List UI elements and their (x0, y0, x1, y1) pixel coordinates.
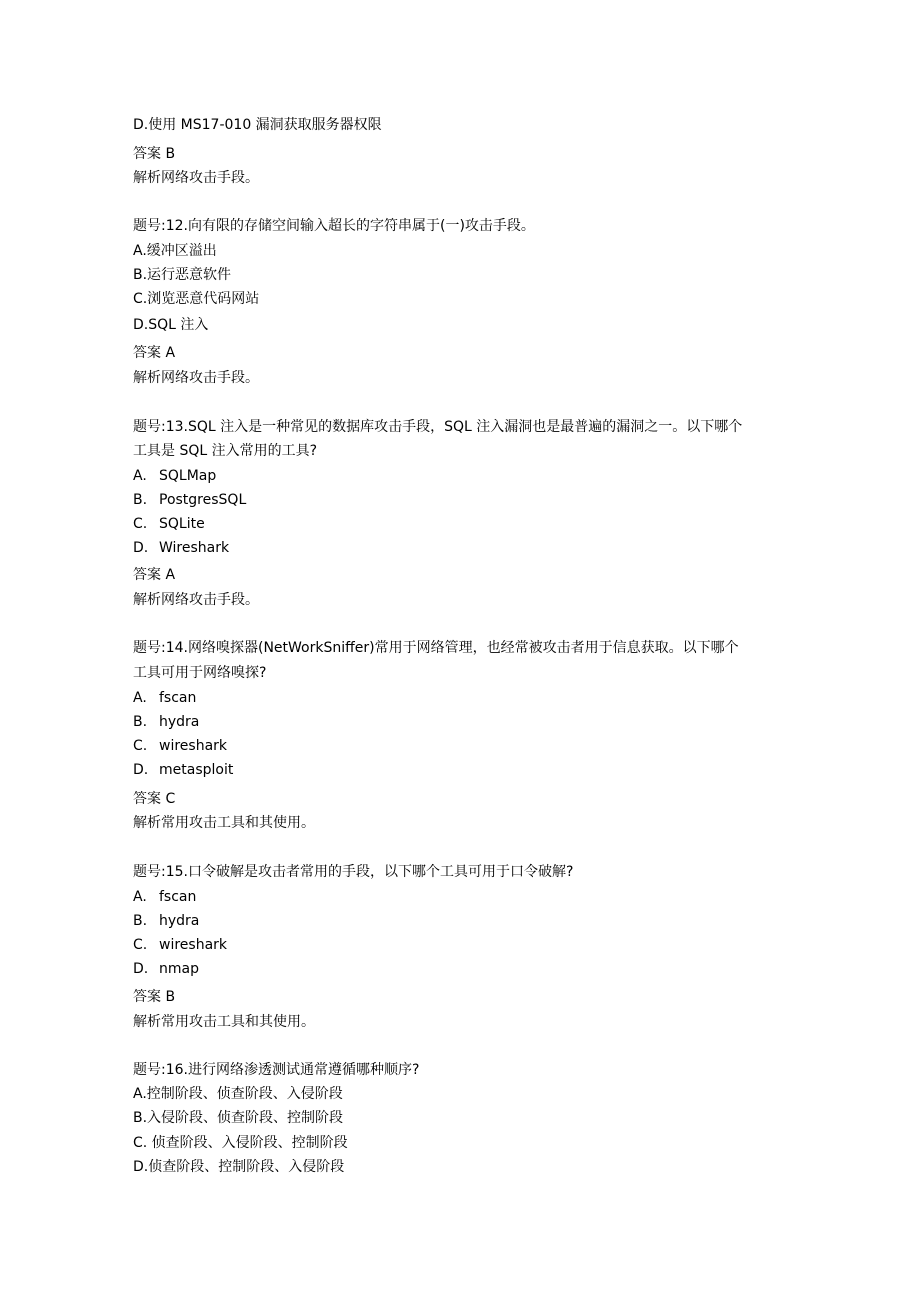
q16-option-a: A.控制阶段、侦查阶段、入侵阶段 (133, 1086, 343, 1102)
q12-option-d: D.SQL 注入 (133, 317, 209, 333)
q13-option-a (133, 466, 216, 486)
q16-option-b: B.入侵阶段、侦查阶段、控制阶段 (133, 1110, 344, 1126)
option-text: fscan (159, 690, 197, 706)
q11-option-d: D.使用 MS17-010 漏洞获取服务器权限 (133, 117, 382, 133)
option-letter: D. (133, 540, 149, 556)
option-text: SQLMap (159, 468, 217, 484)
option-letter: C. (133, 937, 148, 953)
option-letter: B. (133, 913, 148, 929)
q13-title-line2: 工具是 SQL 注入常用的工具? (133, 443, 318, 459)
q13-option-d (133, 538, 229, 558)
q13-option-c (133, 514, 205, 534)
q15-analysis: 解析常用攻击工具和其使用。 (133, 1014, 315, 1030)
q12-title: 题号:12.向有限的存储空间输入超长的字符串属于(一)攻击手段。 (133, 218, 535, 234)
q12-option-a: A.缓冲区溢出 (133, 243, 217, 259)
option-letter: B. (133, 492, 148, 508)
option-text: wireshark (159, 937, 228, 953)
q13-analysis: 解析网络攻击手段。 (133, 592, 259, 608)
q13-answer: 答案 A (133, 567, 176, 583)
option-text: SQLite (159, 516, 205, 532)
option-letter: A. (133, 690, 147, 706)
option-text: nmap (159, 961, 199, 977)
q14-option-d (133, 760, 233, 780)
q14-answer: 答案 C (133, 791, 176, 807)
q13-title-line1: 题号:13.SQL 注入是一种常见的数据库攻击手段，SQL 注入漏洞也是最普遍的漏洞之一。以下哪个 (133, 419, 743, 435)
q11-answer: 答案 B (133, 146, 176, 162)
q12-answer: 答案 A (133, 345, 176, 361)
q14-analysis: 解析常用攻击工具和其使用。 (133, 815, 315, 831)
q14-option-b (133, 712, 199, 732)
q16-option-d: D.侦查阶段、控制阶段、入侵阶段 (133, 1159, 345, 1175)
option-letter: D. (133, 762, 149, 778)
q15-option-a (133, 887, 196, 907)
option-letter: C. (133, 738, 148, 754)
q15-title: 题号:15.口令破解是攻击者常用的手段，以下哪个工具可用于口令破解? (133, 864, 574, 880)
option-text: hydra (159, 913, 200, 929)
q15-answer: 答案 B (133, 989, 176, 1005)
q15-option-c (133, 935, 227, 955)
option-letter: D. (133, 961, 149, 977)
option-letter: A. (133, 889, 147, 905)
q14-option-a (133, 688, 196, 708)
option-letter: A. (133, 468, 147, 484)
q15-option-d (133, 959, 199, 979)
q14-option-c (133, 736, 227, 756)
q12-option-b: B.运行恶意软件 (133, 267, 232, 283)
option-text: PostgresSQL (159, 492, 247, 508)
q16-option-c: C. 侦查阶段、入侵阶段、控制阶段 (133, 1135, 348, 1151)
option-letter: B. (133, 714, 148, 730)
q14-title-line1: 题号:14.网络嗅探器(NetWorkSniffer)常用于网络管理，也经常被攻击者用于信息获取。以下哪个 (133, 640, 739, 656)
option-text: wireshark (159, 738, 228, 754)
q16-title: 题号:16.进行网络渗透测试通常遵循哪种顺序? (133, 1062, 420, 1078)
option-text: hydra (159, 714, 200, 730)
q14-title-line2: 工具可用于网络嗅探? (133, 665, 267, 681)
q13-option-b (133, 490, 246, 510)
q11-analysis: 解析网络攻击手段。 (133, 170, 259, 186)
option-text: fscan (159, 889, 197, 905)
q15-option-b (133, 911, 199, 931)
q12-option-c: C.浏览恶意代码网站 (133, 291, 260, 307)
option-text: Wireshark (159, 540, 230, 556)
option-letter: C. (133, 516, 148, 532)
q12-analysis: 解析网络攻击手段。 (133, 370, 259, 386)
option-text: metasploit (159, 762, 234, 778)
